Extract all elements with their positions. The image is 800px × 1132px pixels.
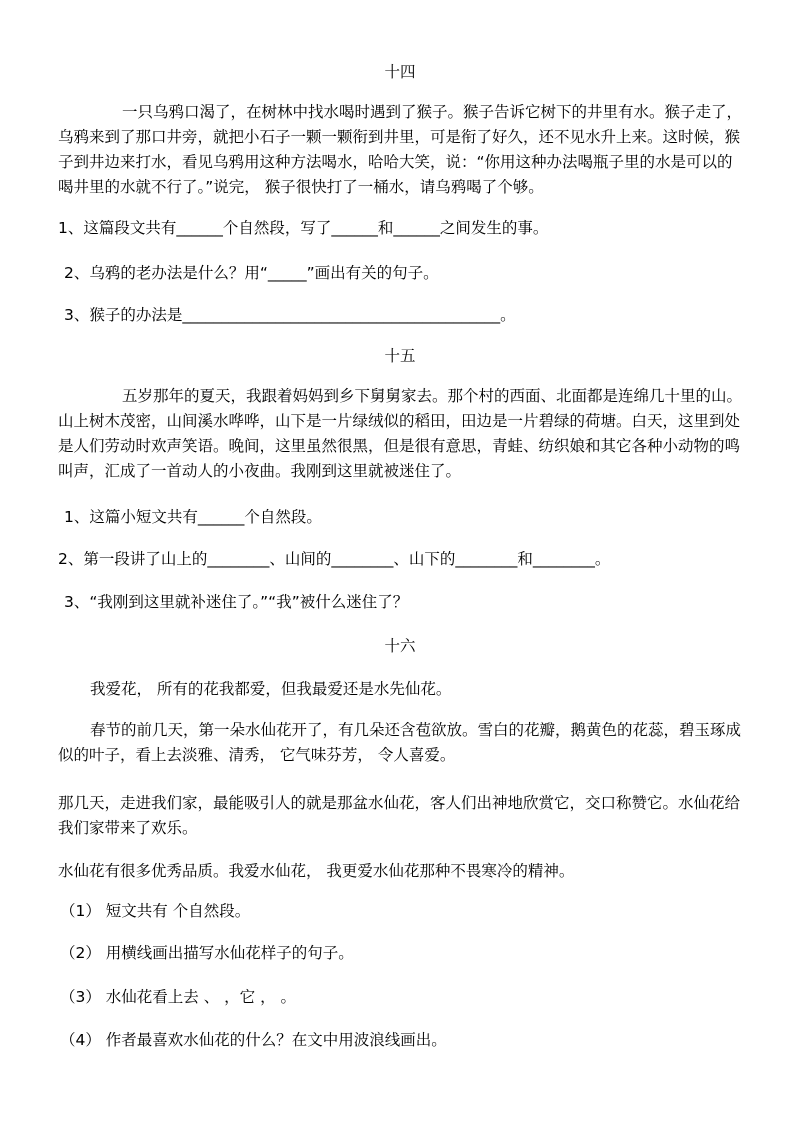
paragraph-line: 春节的前几天，第一朵水仙花开了，有几朵还含苞欲放。雪白的花瓣，鹅黄色的花蕊，碧玉琢成 xyxy=(90,721,742,739)
passage-line: 山上树木茂密，山间溪水哗哗，山下是一片绿绒似的稻田，田边是一片碧绿的荷塘。白天，这里到处 xyxy=(58,412,741,430)
section-title: 十四 xyxy=(384,63,416,81)
question: 3、猴子的办法是_________________________________________。 xyxy=(64,306,516,324)
paragraph-line: 我们家带来了欢乐。 xyxy=(58,819,198,837)
question: 2、第一段讲了山上的________、山间的________、山下的________和________。 xyxy=(58,550,611,568)
passage-line: 一只乌鸦口渴了，在树林中找水喝时遇到了猴子。猴子告诉它树下的井里有水。猴子走了， xyxy=(122,103,743,121)
question: 2、乌鸦的老办法是什么？用“_____”画出有关的句子。 xyxy=(64,264,439,282)
section-title: 十六 xyxy=(384,637,416,655)
paragraph-line: 那几天，走进我们家，最能吸引人的就是那盆水仙花，客人们出神地欣赏它，交口称赞它。水仙花给 xyxy=(58,794,741,812)
passage-line: 五岁那年的夏天，我跟着妈妈到乡下舅舅家去。那个村的西面、北面都是连绵几十里的山。 xyxy=(122,387,743,405)
question: （3） 水仙花看上去 、 ，它 ， 。 xyxy=(60,988,296,1006)
question: 3、“我刚到这里就补迷住了。”“我”被什么迷住了？ xyxy=(64,593,409,611)
question: （1） 短文共有 个自然段。 xyxy=(60,902,251,920)
section-title: 十五 xyxy=(384,347,416,365)
passage-line: 子到井边来打水，看见乌鸦用这种方法喝水，哈哈大笑，说：“你用这种办法喝瓶子里的水是可以的 xyxy=(58,153,733,171)
passage-line: 叫声，汇成了一首动人的小夜曲。我刚到这里就被迷住了。 xyxy=(58,462,462,480)
question: 1、这篇段文共有______个自然段，写了______和______之间发生的事。 xyxy=(58,219,549,237)
question: （4） 作者最喜欢水仙花的什么？在文中用波浪线画出。 xyxy=(60,1031,447,1049)
passage-line: 乌鸦来到了那口井旁，就把小石子一颗一颗衔到井里，可是衔了好久，还不见水升上来。这时候，猴 xyxy=(58,128,741,146)
question: （2） 用横线画出描写水仙花样子的句子。 xyxy=(60,944,354,962)
passage-line: 喝井里的水就不行了。”说完， 猴子很快打了一桶水，请乌鸦喝了个够。 xyxy=(58,178,544,196)
paragraph-line: 我爱花， 所有的花我都爱，但我最爱还是水先仙花。 xyxy=(90,680,452,698)
paragraph-line: 似的叶子，看上去淡雅、清秀， 它气味芬芳， 令人喜爱。 xyxy=(58,746,456,764)
question: 1、这篇小短文共有______个自然段。 xyxy=(64,508,322,526)
paragraph-line: 水仙花有很多优秀品质。我爱水仙花， 我更爱水仙花那种不畏寒冷的精神。 xyxy=(58,862,575,880)
passage-line: 是人们劳动时欢声笑语。晚间，这里虽然很黑，但是很有意思，青蛙、纺织娘和其它各种小动物的鸣 xyxy=(58,437,741,455)
